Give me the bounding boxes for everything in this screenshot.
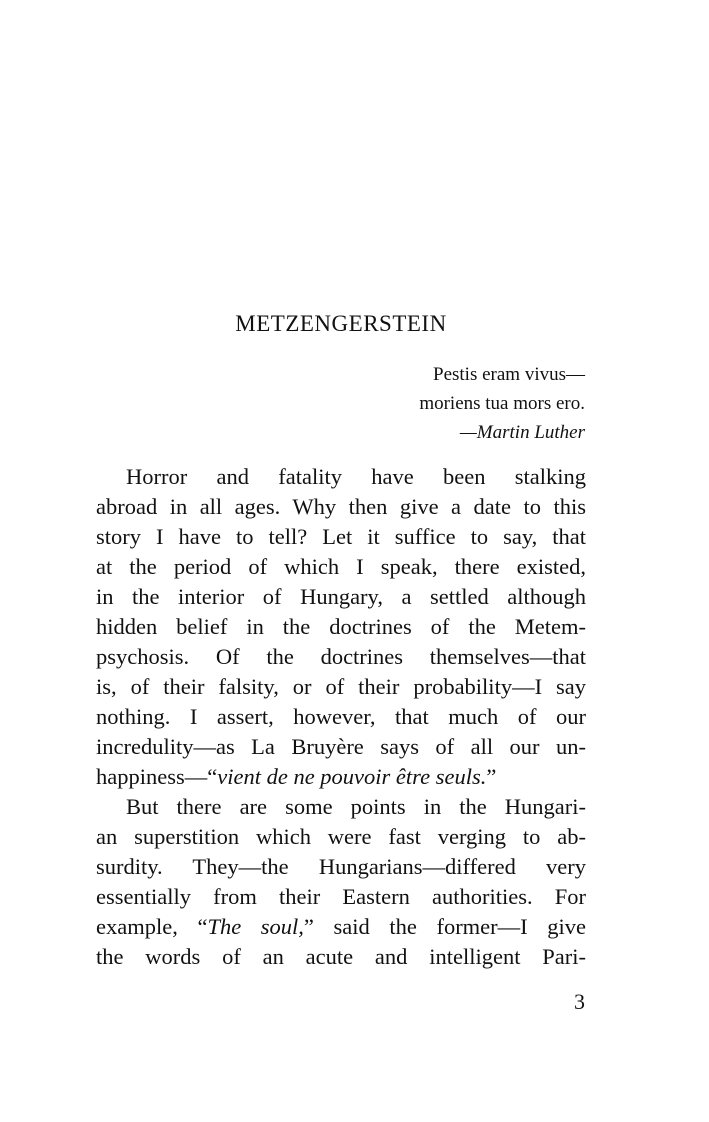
text-line: psychosis. Of the doctrines themselves—that	[96, 644, 586, 669]
text-line: surdity. They—the Hungarians—differed very	[96, 854, 586, 879]
text-line	[96, 762, 586, 792]
text-line: incredulity—as La Bruyère says of all our un-	[96, 734, 586, 759]
text-segment: ” said the former—I give	[303, 914, 586, 939]
text-line: at the period of which I speak, there existed,	[96, 554, 586, 579]
text-line: an superstition which were fast verging to ab-	[96, 824, 586, 849]
italic-quote: vient de ne pouvoir être seuls.	[217, 764, 487, 789]
text-line: Horror and fatality have been stalking	[126, 464, 586, 489]
text-line	[96, 912, 586, 942]
text-line: story I have to tell? Let it suffice to say, that	[96, 524, 586, 549]
text-line: the words of an acute and intelligent Pari-	[96, 944, 586, 969]
text-line: But there are some points in the Hungari-	[126, 794, 586, 819]
text-line: abroad in all ages. Why then give a date to this	[96, 494, 586, 519]
epigraph-line: Pestis eram vivus—	[433, 364, 585, 385]
epigraph	[419, 360, 585, 447]
text-line: in the interior of Hungary, a settled although	[96, 584, 586, 609]
text-line: nothing. I assert, however, that much of our	[96, 704, 586, 729]
text-segment: example, “	[96, 914, 208, 939]
text-segment: ”	[486, 764, 497, 789]
body-text	[96, 462, 586, 972]
page-number: 3	[574, 989, 585, 1014]
text-line: is, of their falsity, or of their probability—I say	[96, 674, 586, 699]
epigraph-line: moriens tua mors ero.	[419, 393, 585, 414]
chapter-title: METZENGERSTEIN	[235, 311, 447, 336]
text-line: essentially from their Eastern authorities. For	[96, 884, 586, 909]
italic-quote: The soul,	[207, 914, 304, 939]
text-line: hidden belief in the doctrines of the Metem-	[96, 614, 586, 639]
text-segment: happiness—“	[96, 764, 218, 789]
epigraph-attribution: —Martin Luther	[459, 422, 585, 443]
